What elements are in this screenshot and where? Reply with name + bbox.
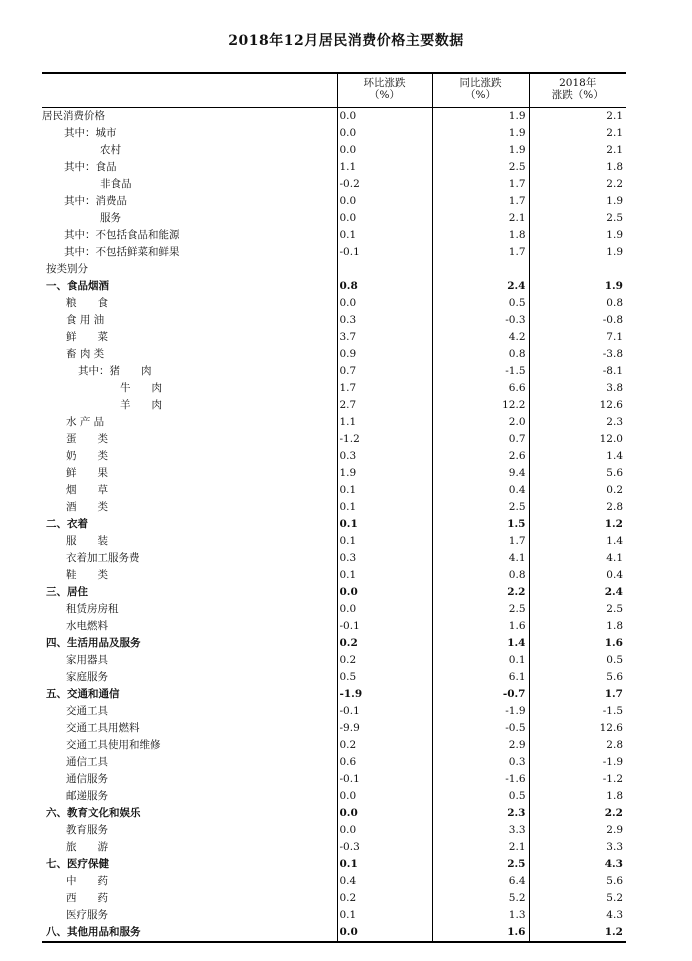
table-row: [42, 618, 626, 635]
table-row: [42, 244, 626, 261]
yoy-value: 4.2: [432, 329, 529, 346]
row-label: 交通工具: [66, 704, 108, 717]
header-annual-line1: 2018年: [559, 77, 597, 89]
row-label: 衣着加工服务费: [66, 551, 140, 564]
mom-value: 0.3: [337, 448, 432, 465]
annual-value: 5.6: [529, 669, 626, 686]
annual-value: 2.8: [529, 499, 626, 516]
mom-value: 0.3: [337, 312, 432, 329]
row-label: 四、生活用品及服务: [46, 636, 141, 649]
annual-value: 0.8: [529, 295, 626, 312]
yoy-value: 4.1: [432, 550, 529, 567]
table-row: [42, 584, 626, 601]
table-row: [42, 567, 626, 584]
row-label: 一、食品烟酒: [46, 279, 109, 292]
mom-value: 0.0: [337, 822, 432, 839]
yoy-value: 2.1: [432, 839, 529, 856]
annual-value: 1.8: [529, 788, 626, 805]
table-row: [42, 788, 626, 805]
annual-value: 2.5: [529, 601, 626, 618]
table-row: [42, 839, 626, 856]
mom-value: 0.1: [337, 533, 432, 550]
table-row: [42, 703, 626, 720]
annual-value: 2.2: [529, 176, 626, 193]
table-row: [42, 261, 626, 278]
mom-value: 0.0: [337, 125, 432, 142]
yoy-value: 1.7: [432, 244, 529, 261]
table-header-row: [42, 73, 626, 107]
mom-value: 3.7: [337, 329, 432, 346]
row-label: 鲜 果: [66, 466, 108, 479]
row-label: 租赁房房租: [66, 602, 119, 615]
mom-value: -0.3: [337, 839, 432, 856]
mom-value: 0.0: [337, 584, 432, 601]
table-row: [42, 295, 626, 312]
table-row: [42, 737, 626, 754]
row-label: 农村: [100, 143, 121, 156]
table-row: [42, 448, 626, 465]
table-row: [42, 363, 626, 380]
annual-value: 1.4: [529, 533, 626, 550]
yoy-value: 0.4: [432, 482, 529, 499]
table-row: [42, 907, 626, 924]
row-label: 畜 肉 类: [66, 347, 105, 360]
mom-value: 0.1: [337, 499, 432, 516]
mom-value: 0.0: [337, 924, 432, 942]
mom-value: 0.2: [337, 890, 432, 907]
mom-value: [337, 261, 432, 278]
yoy-value: 1.7: [432, 533, 529, 550]
annual-value: 2.2: [529, 805, 626, 822]
table-row: [42, 312, 626, 329]
row-label: 粮 食: [66, 296, 108, 309]
mom-value: 0.0: [337, 210, 432, 227]
mom-value: 0.2: [337, 652, 432, 669]
row-label: 七、医疗保健: [46, 857, 109, 870]
mom-value: 0.0: [337, 601, 432, 618]
annual-value: 12.6: [529, 397, 626, 414]
mom-value: 0.1: [337, 482, 432, 499]
yoy-value: 2.5: [432, 499, 529, 516]
table-row: [42, 193, 626, 210]
annual-value: 3.3: [529, 839, 626, 856]
table-row: [42, 601, 626, 618]
yoy-value: 0.8: [432, 567, 529, 584]
table-row: [42, 278, 626, 295]
mom-value: 0.7: [337, 363, 432, 380]
mom-value: 1.9: [337, 465, 432, 482]
annual-value: 12.0: [529, 431, 626, 448]
annual-value: 1.9: [529, 193, 626, 210]
mom-value: -0.2: [337, 176, 432, 193]
table-row: [42, 142, 626, 159]
yoy-value: 2.5: [432, 159, 529, 176]
annual-value: 2.1: [529, 107, 626, 125]
yoy-value: 1.8: [432, 227, 529, 244]
yoy-value: 1.9: [432, 107, 529, 125]
table-row: [42, 414, 626, 431]
annual-value: -3.8: [529, 346, 626, 363]
annual-value: 2.8: [529, 737, 626, 754]
row-label: 三、居住: [46, 585, 88, 598]
table-row: [42, 635, 626, 652]
row-label: 二、衣着: [46, 517, 88, 530]
annual-value: 1.9: [529, 227, 626, 244]
header-mom-line1: 环比涨跌: [363, 77, 406, 89]
table-row: [42, 924, 626, 942]
yoy-value: -0.7: [432, 686, 529, 703]
mom-value: -0.1: [337, 244, 432, 261]
yoy-value: 0.5: [432, 788, 529, 805]
yoy-value: 1.5: [432, 516, 529, 533]
header-annual-change: [529, 73, 626, 107]
mom-value: 0.3: [337, 550, 432, 567]
mom-value: -0.1: [337, 771, 432, 788]
table-row: [42, 482, 626, 499]
yoy-value: 1.3: [432, 907, 529, 924]
header-item-column: [42, 73, 337, 107]
row-label: 家用器具: [66, 653, 108, 666]
table-row: [42, 890, 626, 907]
row-label: 家庭服务: [66, 670, 108, 683]
yoy-value: -1.5: [432, 363, 529, 380]
yoy-value: 2.6: [432, 448, 529, 465]
row-label: 居民消费价格: [42, 109, 105, 122]
row-label: 旅 游: [66, 840, 108, 853]
row-label: 八、其他用品和服务: [42, 924, 337, 942]
yoy-value: [432, 261, 529, 278]
yoy-value: 6.1: [432, 669, 529, 686]
header-mom-line2: （%）: [369, 89, 400, 101]
yoy-value: 1.6: [432, 618, 529, 635]
yoy-value: -1.6: [432, 771, 529, 788]
row-label: 医疗服务: [66, 908, 108, 921]
yoy-value: 2.9: [432, 737, 529, 754]
yoy-value: 0.8: [432, 346, 529, 363]
table-row: [42, 873, 626, 890]
row-label: 服 装: [66, 534, 108, 547]
table-row: [42, 107, 626, 125]
mom-value: 0.4: [337, 873, 432, 890]
table-row: [42, 431, 626, 448]
table-row: [42, 533, 626, 550]
row-label: 服务: [100, 211, 121, 224]
annual-value: 2.1: [529, 142, 626, 159]
row-label: 奶 类: [66, 449, 108, 462]
annual-value: 12.6: [529, 720, 626, 737]
annual-value: -1.5: [529, 703, 626, 720]
mom-value: -1.9: [337, 686, 432, 703]
yoy-value: 2.5: [432, 856, 529, 873]
annual-value: 0.2: [529, 482, 626, 499]
table-row: [42, 159, 626, 176]
yoy-value: -0.3: [432, 312, 529, 329]
annual-value: 1.9: [529, 278, 626, 295]
row-label: 其中：不包括鲜菜和鲜果: [64, 245, 180, 258]
row-label: 鞋 类: [66, 568, 108, 581]
mom-value: 0.0: [337, 193, 432, 210]
yoy-value: 1.4: [432, 635, 529, 652]
table-row: [42, 465, 626, 482]
table-row: [42, 516, 626, 533]
yoy-value: 2.4: [432, 278, 529, 295]
header-mom-change: [337, 73, 432, 107]
table-row: [42, 720, 626, 737]
mom-value: 0.9: [337, 346, 432, 363]
row-label: 中 药: [66, 874, 108, 887]
header-yoy-change: [432, 73, 529, 107]
row-label: 交通工具使用和维修: [66, 738, 161, 751]
row-label: 其中：城市: [64, 126, 117, 139]
mom-value: 0.1: [337, 907, 432, 924]
row-label: 按类别分: [46, 262, 88, 275]
annual-value: -0.8: [529, 312, 626, 329]
yoy-value: -0.5: [432, 720, 529, 737]
annual-value: 4.3: [529, 907, 626, 924]
row-label: 其中：食品: [64, 160, 117, 173]
yoy-value: 1.9: [432, 142, 529, 159]
yoy-value: 2.3: [432, 805, 529, 822]
annual-value: 1.4: [529, 448, 626, 465]
annual-value: 1.9: [529, 244, 626, 261]
table-row: [42, 652, 626, 669]
table-row: [42, 669, 626, 686]
mom-value: 0.6: [337, 754, 432, 771]
annual-value: 2.4: [529, 584, 626, 601]
yoy-value: 6.6: [432, 380, 529, 397]
annual-value: -1.2: [529, 771, 626, 788]
row-label: 五、交通和通信: [46, 687, 120, 700]
yoy-value: 9.4: [432, 465, 529, 482]
mom-value: 0.0: [337, 142, 432, 159]
yoy-value: 2.2: [432, 584, 529, 601]
yoy-value: 1.6: [432, 924, 529, 942]
row-label: 水电燃料: [66, 619, 108, 632]
annual-value: 1.2: [529, 516, 626, 533]
table-row: [42, 754, 626, 771]
annual-value: 4.1: [529, 550, 626, 567]
mom-value: 0.2: [337, 737, 432, 754]
annual-value: 7.1: [529, 329, 626, 346]
annual-value: -8.1: [529, 363, 626, 380]
annual-value: 1.2: [529, 924, 626, 942]
yoy-value: 5.2: [432, 890, 529, 907]
mom-value: 0.1: [337, 567, 432, 584]
table-row: [42, 686, 626, 703]
mom-value: -0.1: [337, 618, 432, 635]
annual-value: 0.4: [529, 567, 626, 584]
mom-value: 0.0: [337, 107, 432, 125]
row-label: 蛋 类: [66, 432, 108, 445]
yoy-value: 0.3: [432, 754, 529, 771]
yoy-value: 2.5: [432, 601, 529, 618]
row-label: 羊 肉: [120, 398, 162, 411]
row-label: 牛 肉: [120, 381, 162, 394]
annual-value: 3.8: [529, 380, 626, 397]
mom-value: -9.9: [337, 720, 432, 737]
table-row: [42, 125, 626, 142]
row-label: 通信工具: [66, 755, 108, 768]
annual-value: 2.9: [529, 822, 626, 839]
row-label: 交通工具用燃料: [66, 721, 140, 734]
yoy-value: 12.2: [432, 397, 529, 414]
row-label: 教育服务: [66, 823, 108, 836]
table-row: [42, 346, 626, 363]
yoy-value: 2.0: [432, 414, 529, 431]
annual-value: 5.6: [529, 873, 626, 890]
annual-value: 1.7: [529, 686, 626, 703]
table-row: [42, 227, 626, 244]
annual-value: 0.5: [529, 652, 626, 669]
row-label: 食 用 油: [66, 313, 105, 326]
table-row: [42, 210, 626, 227]
mom-value: -1.2: [337, 431, 432, 448]
annual-value: 1.8: [529, 618, 626, 635]
row-label: 六、教育文化和娱乐: [46, 806, 141, 819]
cpi-data-table: [42, 72, 626, 943]
header-yoy-line2: （%）: [465, 89, 496, 101]
table-row: [42, 805, 626, 822]
yoy-value: 6.4: [432, 873, 529, 890]
mom-value: 0.5: [337, 669, 432, 686]
table-row: [42, 822, 626, 839]
yoy-value: 0.1: [432, 652, 529, 669]
annual-value: 2.3: [529, 414, 626, 431]
mom-value: 1.1: [337, 159, 432, 176]
yoy-value: -1.9: [432, 703, 529, 720]
annual-value: 2.1: [529, 125, 626, 142]
table-row: [42, 380, 626, 397]
mom-value: 0.1: [337, 516, 432, 533]
mom-value: 1.7: [337, 380, 432, 397]
row-label: 酒 类: [66, 500, 108, 513]
annual-value: 1.6: [529, 635, 626, 652]
row-label: 烟 草: [66, 483, 108, 496]
yoy-value: 3.3: [432, 822, 529, 839]
mom-value: 0.0: [337, 295, 432, 312]
mom-value: 2.7: [337, 397, 432, 414]
mom-value: 1.1: [337, 414, 432, 431]
row-label: 非食品: [100, 177, 132, 190]
yoy-value: 1.7: [432, 176, 529, 193]
annual-value: -1.9: [529, 754, 626, 771]
mom-value: 0.0: [337, 788, 432, 805]
annual-value: 2.5: [529, 210, 626, 227]
table-row: [42, 499, 626, 516]
yoy-value: 0.7: [432, 431, 529, 448]
mom-value: 0.1: [337, 227, 432, 244]
annual-value: 5.6: [529, 465, 626, 482]
table-row: [42, 397, 626, 414]
row-label: 其中：不包括食品和能源: [64, 228, 180, 241]
table-row: [42, 771, 626, 788]
yoy-value: 1.9: [432, 125, 529, 142]
table-row: [42, 856, 626, 873]
row-label: 其中：消费品: [64, 194, 127, 207]
annual-value: 5.2: [529, 890, 626, 907]
page-title: 2018年12月居民消费价格主要数据: [228, 33, 464, 49]
mom-value: 0.8: [337, 278, 432, 295]
header-annual-line2: 涨跌（%）: [551, 89, 604, 101]
yoy-value: 1.7: [432, 193, 529, 210]
mom-value: 0.2: [337, 635, 432, 652]
row-label: 西 药: [66, 891, 108, 904]
table-row: [42, 329, 626, 346]
table-row: [42, 550, 626, 567]
row-label: 鲜 菜: [66, 330, 108, 343]
header-yoy-line1: 同比涨跌: [459, 77, 502, 89]
yoy-value: 2.1: [432, 210, 529, 227]
annual-value: 4.3: [529, 856, 626, 873]
annual-value: 1.8: [529, 159, 626, 176]
row-label: 水 产 品: [66, 415, 105, 428]
yoy-value: 0.5: [432, 295, 529, 312]
mom-value: 0.0: [337, 805, 432, 822]
row-label: 邮递服务: [66, 789, 108, 802]
mom-value: 0.1: [337, 856, 432, 873]
annual-value: [529, 261, 626, 278]
mom-value: -0.1: [337, 703, 432, 720]
row-label: 通信服务: [66, 772, 108, 785]
row-label: 其中：猪 肉: [78, 364, 152, 377]
table-row: [42, 176, 626, 193]
